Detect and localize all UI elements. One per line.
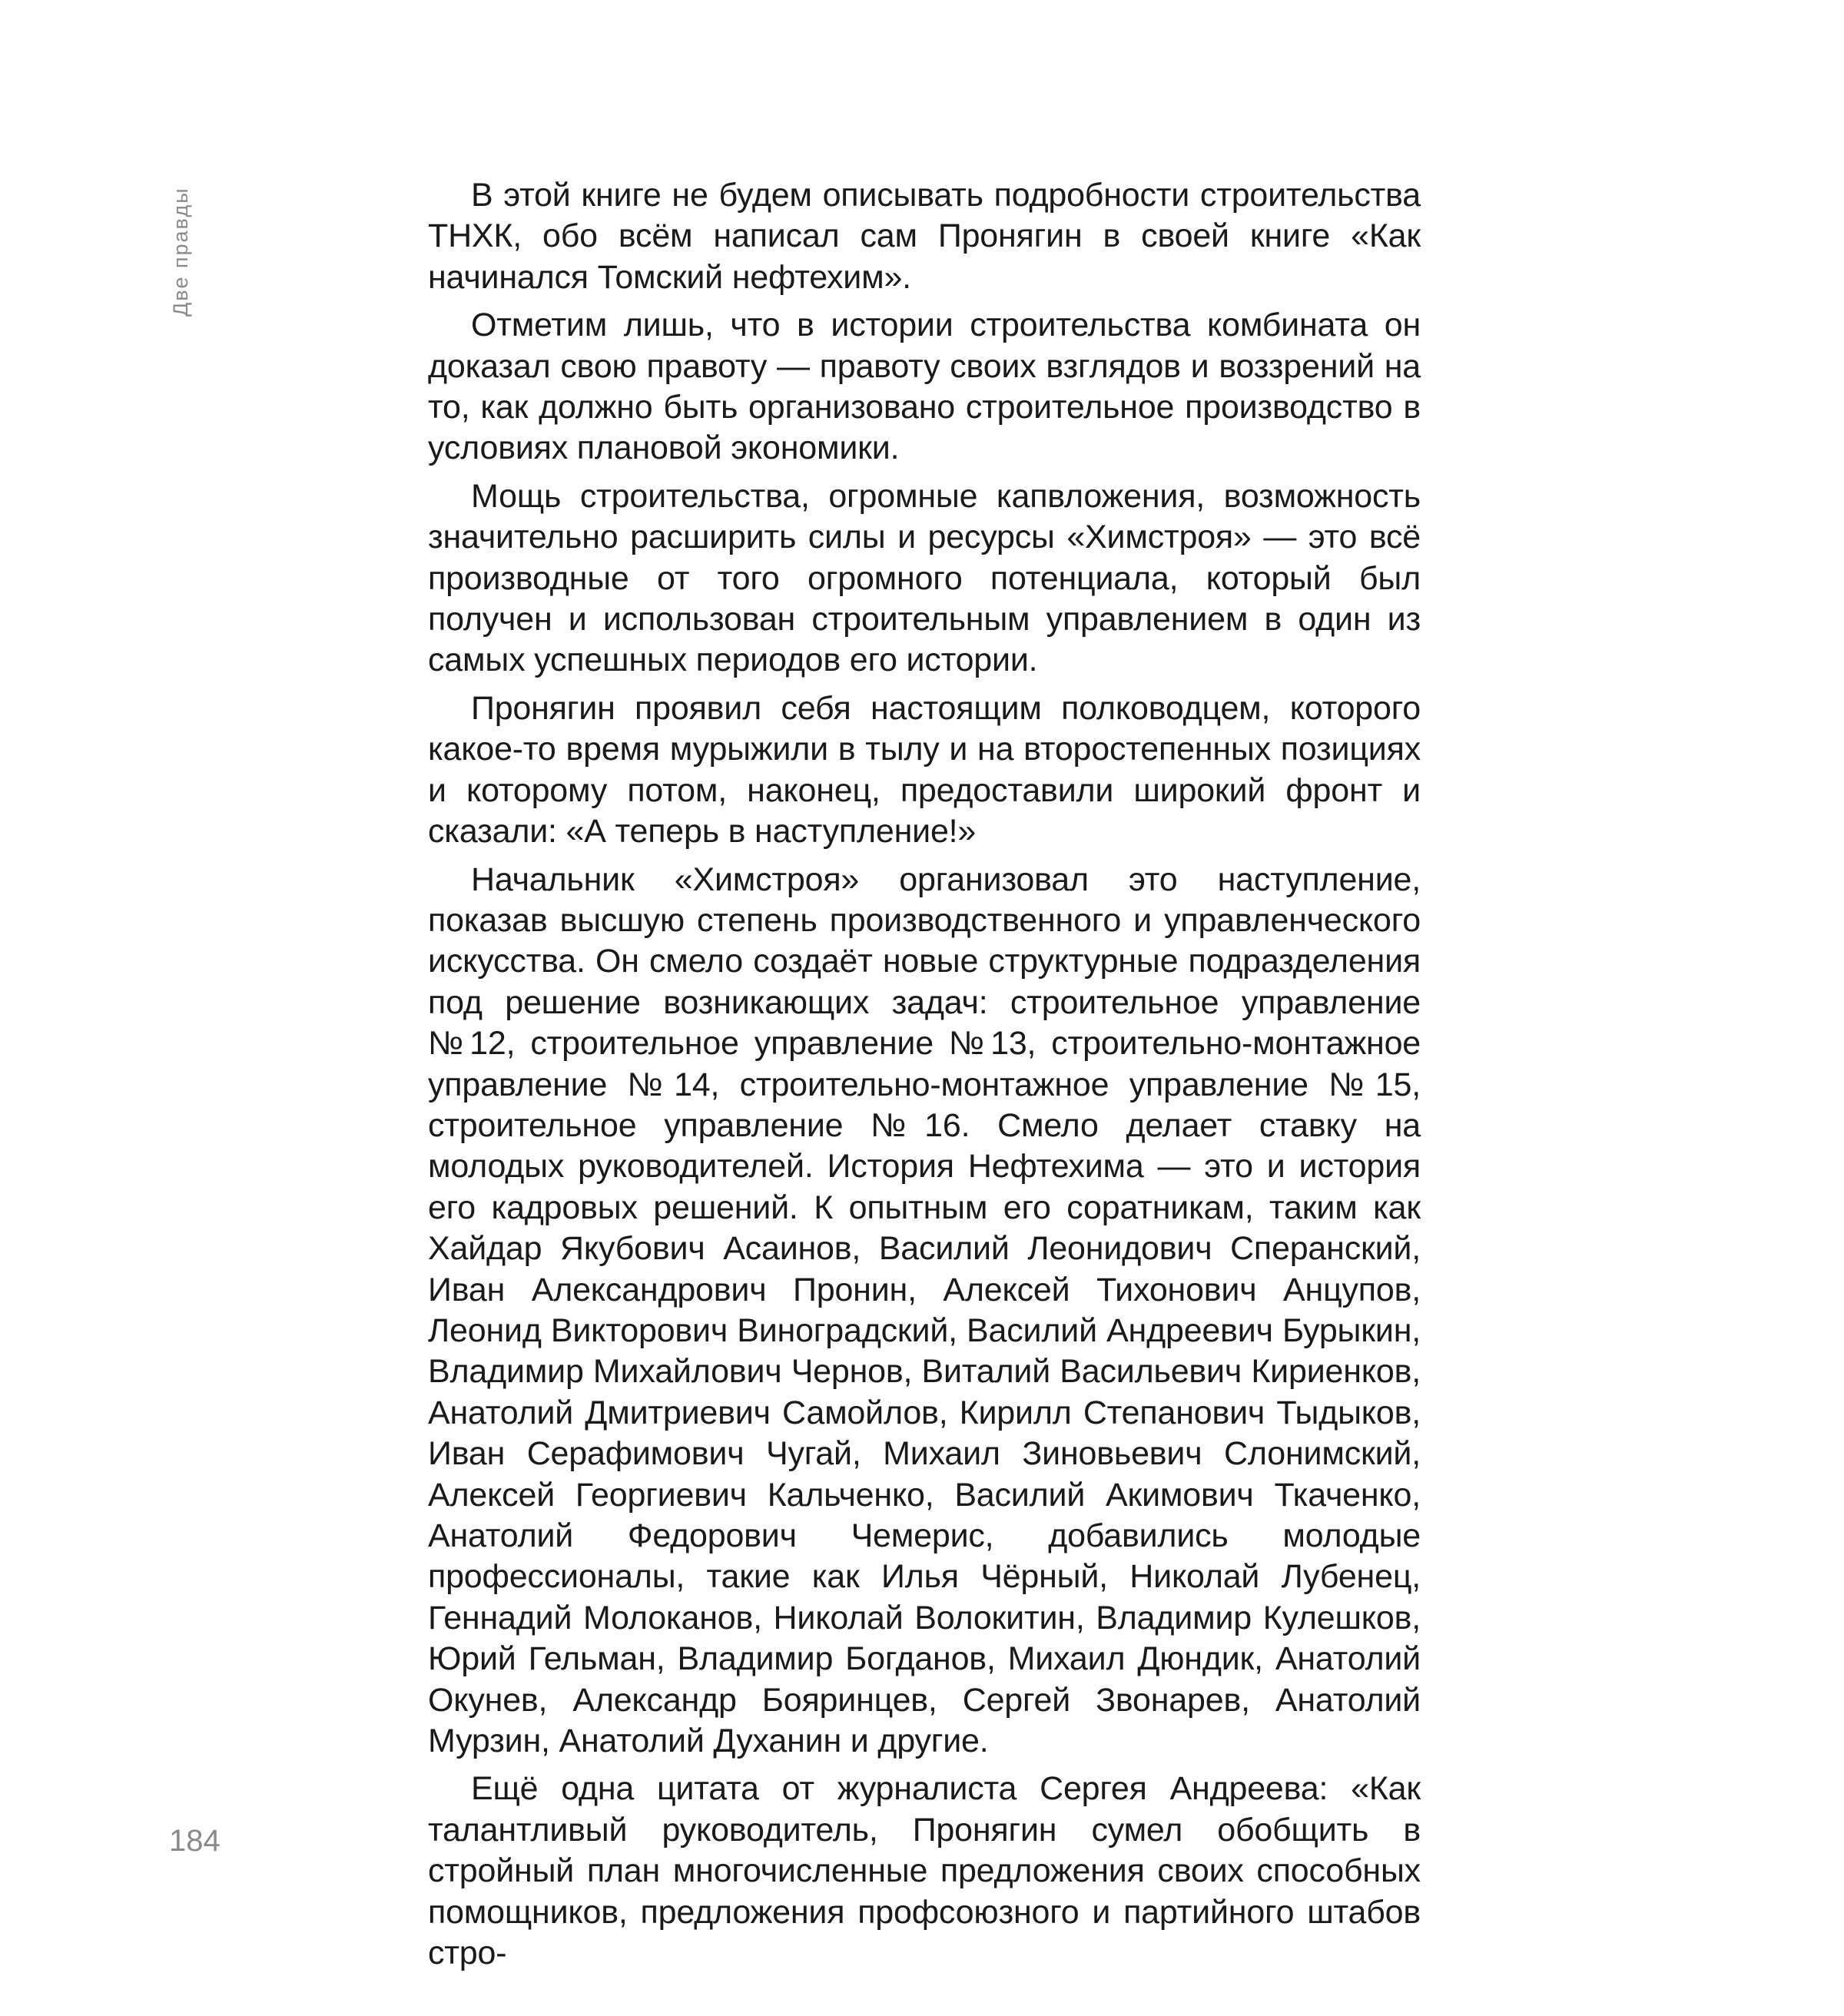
paragraph: Пронягин проявил себя настоящим полководцем, которого какое-то время мурыжили в тылу и на второстепенных позициях и которому потом, наконец, предоставили широкий фронт и сказали: «А теперь в наступление!» [428, 689, 1421, 850]
paragraph: Начальник «Химстроя» организовал это наступление, показав высшую степень производственного и управленческого искусства. Он смело создаёт новые структурные подразделения под решение возникающих задач: строительное управление №12, строительное управление №13, строительно-монтажное управление №14, строительно-монтажное управление №15, строительное управление №16. Смело делает ставку на молодых руководителей. История Нефтехима — это и история его кадровых решений. К опытным его соратникам, таким как Хайдар Якубович Асаинов, Василий Леонидович Сперанский, Иван Александрович Пронин, Алексей Тихонович Анцупов, Леонид Викторович Виноградский, Василий Андреевич Бурыкин, Владимир Михайлович Чернов, Виталий Васильевич Кириенков, Анатолий Дмитриевич Самойлов, Кирилл Степанович Тыдыков, Иван Серафимович Чугай, Михаил Зиновьевич Слонимский, Алексей Георгиевич Кальченко, Василий Акимович Ткаченко, Анатолий Федорович Чемерис, добавились молодые профессионалы, такие как Илья Чёрный, Николай Лубенец, Геннадий Молоканов, Николай Волокитин, Владимир Кулешков, Юрий Гельман, Владимир Богданов, Михаил Дюндик, Анатолий Окунев, Александр Бояринцев, Сергей Звонарев, Анатолий Мурзин, Анатолий Духанин и другие. [428, 860, 1421, 1760]
running-head-text: Две правды [169, 187, 192, 317]
paragraph: Мощь строительства, огромные капвложения, возможность значительно расширить силы и ресурсы «Химстроя» — это всё производные от того огромного потенциала, который был получен и использован строительным управлением в один из самых успешных периодов его истории. [428, 477, 1421, 679]
running-head [169, 171, 192, 317]
paragraph: В этой книге не будем описывать подробности строительства ТНХК, обо всём написал сам Пронягин в своей книге «Как начинался Томский нефтехим». [428, 177, 1421, 296]
paragraph: Отметим лишь, что в истории строительства комбината он доказал свою правоту — правоту своих взглядов и воззрений на то, как должно быть организовано строительное производство в условиях плановой экономики. [428, 307, 1421, 467]
paragraph: Ещё одна цитата от журналиста Сергея Андреева: «Как талантливый руководитель, Пронягин сумел обобщить в стройный план многочисленные предложения своих способных помощников, предложения профсоюзного и партийного штабов стро- [428, 1770, 1421, 1972]
body-text [428, 175, 1421, 1981]
page-number: 184 [169, 1824, 221, 1858]
